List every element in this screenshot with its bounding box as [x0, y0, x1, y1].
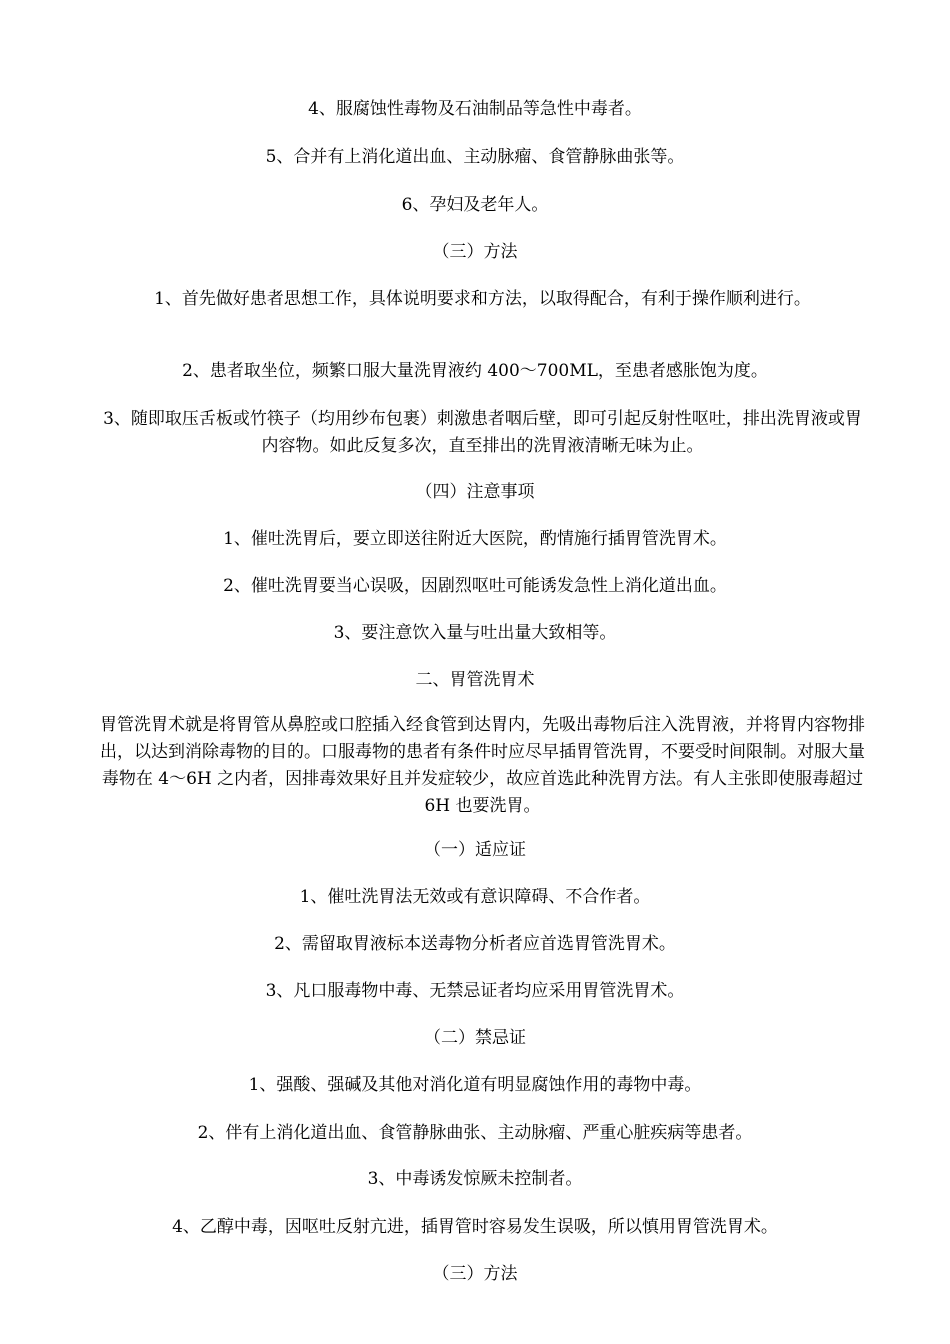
list-item-send-to-hospital: 1、催吐洗胃后，要立即送往附近大医院，酌情施行插胃管洗胃术。 — [223, 529, 727, 549]
list-item-emesis-ineffective: 1、催吐洗胃法无效或有意识障碍、不合作者。 — [299, 887, 651, 907]
list-item-strong-acid-alkali: 1、强酸、强碱及其他对消化道有明显腐蚀作用的毒物中毒。 — [248, 1075, 702, 1095]
list-item-ethanol-poisoning: 4、乙醇中毒，因呕吐反射亢进，插胃管时容易发生误吸，所以慎用胃管洗胃术。 — [172, 1217, 778, 1237]
list-item-bleeding-varices: 2、伴有上消化道出血、食管静脉曲张、主动脉瘤、严重心脏疾病等患者。 — [197, 1123, 753, 1143]
list-item-oral-lavage-fluid: 2、患者取坐位，频繁口服大量洗胃液约 400～700ML，至患者感胀饱为度。 — [182, 361, 768, 381]
chapter-heading-gastric-tube-lavage: 二、胃管洗胃术 — [415, 670, 535, 690]
section-heading-method: （三）方法 — [432, 242, 518, 262]
list-item-patient-preparation: 1、首先做好患者思想工作，具体说明要求和方法，以取得配合，有利于操作顺利进行。 — [154, 289, 811, 309]
list-item-oral-poisoning: 3、凡口服毒物中毒、无禁忌证者均应采用胃管洗胃术。 — [265, 981, 685, 1001]
list-item-intake-output-balance: 3、要注意饮入量与吐出量大致相等。 — [333, 623, 617, 643]
section-heading-contraindications: （二）禁忌证 — [424, 1028, 526, 1048]
list-item-uncontrolled-convulsion: 3、中毒诱发惊厥未控制者。 — [367, 1169, 583, 1189]
paragraph-gastric-tube-lavage: 胃管洗胃术就是将胃管从鼻腔或口腔插入经食管到达胃内，先吸出毒物后注入洗胃液，并将胃内容物排出，以达到消除毒物的目的。口服毒物的患者有条件时应尽早插胃管洗胃，不要受时间限制。对服大量毒物在 4～6H 之内者，因排毒效果好且并发症较少，故应首选此种洗胃方法。有人主张即使服毒超过 6H 也要洗胃。 — [100, 715, 865, 816]
section-heading-method-2: （三）方法 — [432, 1264, 518, 1284]
list-item-pregnant-elderly: 6、孕妇及老年人。 — [401, 195, 549, 215]
list-item-induce-vomiting: 3、随即取压舌板或竹筷子（均用纱布包裹）刺激患者咽后壁，即可引起反射性呕吐，排出洗胃液或胃内容物。如此反复多次，直至排出的洗胃液清晰无味为止。 — [103, 409, 862, 456]
list-item-upper-gi-bleeding: 5、合并有上消化道出血、主动脉瘤、食管静脉曲张等。 — [265, 147, 685, 167]
list-item-corrosive-poisoning: 4、服腐蚀性毒物及石油制品等急性中毒者。 — [308, 99, 642, 119]
section-heading-precautions: （四）注意事项 — [415, 482, 535, 502]
list-item-gastric-sample: 2、需留取胃液标本送毒物分析者应首选胃管洗胃术。 — [274, 934, 676, 954]
list-item-aspiration-caution: 2、催吐洗胃要当心误吸，因剧烈呕吐可能诱发急性上消化道出血。 — [223, 576, 727, 596]
section-heading-indications: （一）适应证 — [424, 840, 526, 860]
